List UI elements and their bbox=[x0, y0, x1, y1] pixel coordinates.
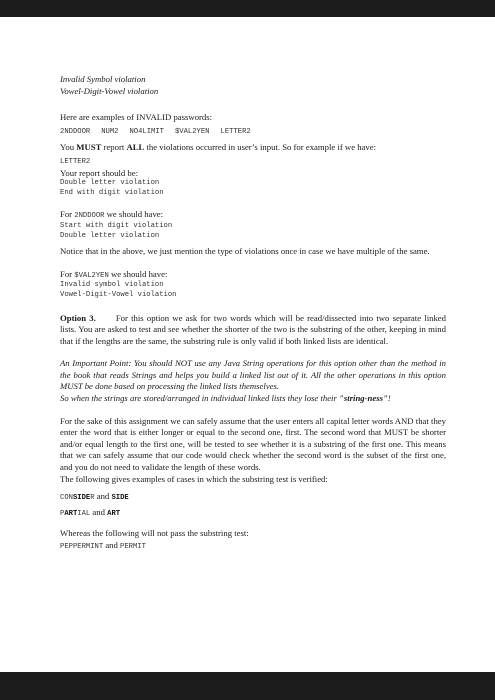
example-2nddoor-heading: For 2NDDOOR we should have: bbox=[60, 209, 164, 221]
invalid-examples-heading: Here are examples of INVALID passwords: bbox=[60, 112, 213, 123]
example-input-letter2: LETTER2 bbox=[60, 157, 91, 166]
assumption-paragraph: For the sake of this assignment we can safely assume that the user enters all capital letter words AND that they enter the word that is either longer or equal to the second one, first. The second word that MUST be shorter and/or equal length to the first one, will be tested to see whether it is a substring of the first one. This means that we can safely assume that our code would check whether the second word is the subset of the first one, and you do not need to validate the length of these words. bbox=[60, 415, 446, 473]
option3-text: For this option we ask for two words which will be read/dissected into two separate linked lists. You are asked to test and see whether the shorter of the two is the substring of the other, keeping in mind that if the lengths are the same, the substring rule is only valid if both linked lists are identical. bbox=[60, 312, 446, 346]
option3-heading: Option 3. bbox=[60, 312, 96, 323]
invalid-example: NUM2 bbox=[101, 127, 119, 136]
important-point-paragraph: An Important Point: You should NOT use any Java String operations for this option other than the method in the book that reads Strings and helps you build a linked list out of it. All the other operations in this option MUST be done based on processing the linked lists themselves. So when the strings are stored/arranged in individual linked lists they lose their "string-ness"! bbox=[60, 358, 446, 404]
notice-paragraph: Notice that in the above, we just mention the type of violations once in case we have multiple of the same. bbox=[60, 246, 430, 257]
document-page bbox=[60, 74, 446, 554]
verified-heading: The following gives examples of cases in which the substring test is verified: bbox=[60, 473, 328, 484]
option3-paragraph bbox=[60, 313, 446, 348]
invalid-example: $VAL2YEN bbox=[174, 127, 210, 136]
must-report-paragraph: You MUST report ALL the violations occurred in user’s input. So for example if we have: bbox=[60, 142, 377, 153]
violation-line: End with digit violation bbox=[60, 188, 164, 197]
invalid-example: 2NDDOOR bbox=[60, 127, 91, 136]
fail-heading: Whereas the following will not pass the substring test: bbox=[60, 528, 249, 539]
invalid-examples-list bbox=[60, 128, 446, 138]
violation-line: Start with digit violation bbox=[60, 221, 173, 230]
bottom-border-bar bbox=[0, 672, 495, 700]
example-val2yen-heading: For $VAL2YEN we should have: bbox=[60, 268, 168, 280]
violation-line: Double letter violation bbox=[60, 231, 160, 240]
violation-line: Vowel-Digit-Vowel violation bbox=[60, 290, 177, 299]
verified-example: CONSIDER and SIDE bbox=[60, 491, 129, 503]
important-text: An Important Point: You should NOT use any Java String operations for this option other than the method in the book that reads Strings and helps you build a linked list out of it. All the other operations in this option MUST be done based on processing the linked lists themselves. bbox=[60, 358, 446, 392]
invalid-example: LETTER2 bbox=[220, 127, 251, 136]
intro-line-1: Invalid Symbol violation bbox=[60, 74, 146, 84]
fail-example: PEPPERMINT and PERMIT bbox=[60, 540, 146, 551]
verified-example: PARTIAL and ART bbox=[60, 506, 121, 518]
report-label: Your report should be: bbox=[60, 167, 139, 178]
violation-line: Double letter violation bbox=[60, 179, 160, 188]
intro-line-2: Vowel-Digit-Vowel violation bbox=[60, 85, 159, 96]
invalid-example: NO4LIMIT bbox=[129, 127, 164, 136]
top-border-bar bbox=[0, 0, 495, 17]
violation-line: Invalid symbol violation bbox=[60, 281, 164, 290]
